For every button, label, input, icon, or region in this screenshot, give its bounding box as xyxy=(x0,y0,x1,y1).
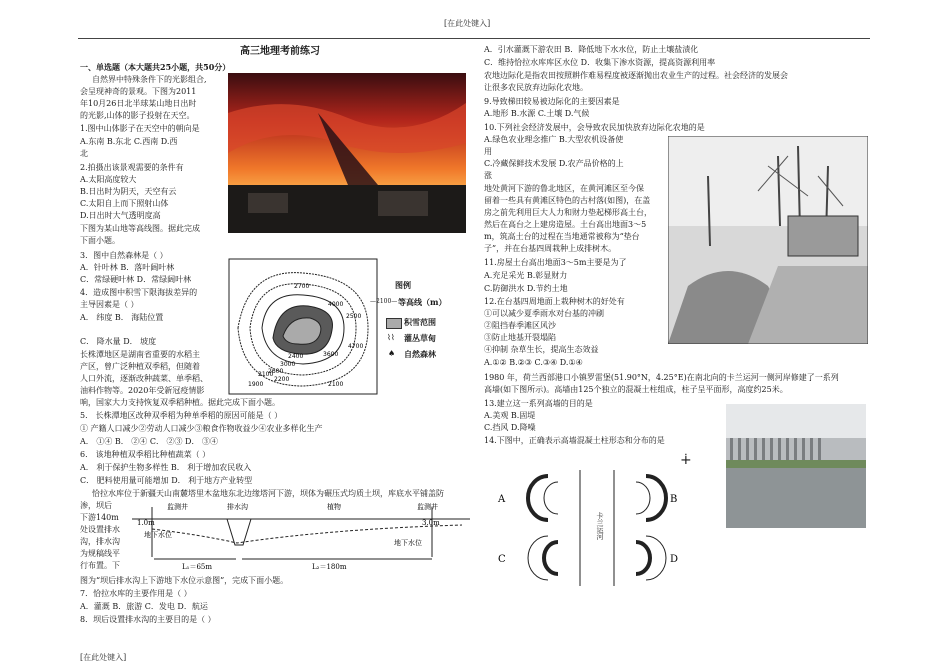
q6-option: A． 利于保护生物多样性 B． 利于增加农民收入 xyxy=(80,463,252,472)
contour-label: 2600 xyxy=(268,368,284,375)
contour-label: 2100 xyxy=(258,371,274,378)
q9-stem: 9.导致梯田较易被边际化的主要因素是 xyxy=(484,97,620,106)
legend-snow-swatch xyxy=(386,318,402,329)
q10-stem: 10.下列社会经济发展中，会导致农民加快放弃边际化农地的是 xyxy=(484,123,705,132)
contour-label: 3600 xyxy=(323,351,339,358)
contour-label: 2200 xyxy=(274,376,290,383)
para3-line: 1980 年，荷兰西部港口小镇罗雷堡(51.90°N，4.25°E)在南北向的卡兰运河一侧河岸修建了一系列 xyxy=(484,373,839,382)
para-line: 油料作物等。2020年受新冠疫情影 xyxy=(80,386,205,395)
q11-option: A.充足采光 B.彰显财力 xyxy=(484,271,568,280)
para2-line: 恰拉水库位于新疆天山南麓塔里木盆地东北边缘塔河下游，坝体为碾压式均质土坝，库底水平铺盖防 xyxy=(92,489,444,498)
contour-label: 2500 xyxy=(346,313,362,320)
q4-stem: 主导因素是（ ） xyxy=(80,300,139,309)
q8-stem: 8．坝后设置排水沟的主要目的是（ ） xyxy=(80,615,216,624)
para3-line: 沟，排水沟 xyxy=(80,537,120,546)
intro-line: 的光影,山体的影子投射在天空。 xyxy=(80,111,195,120)
para2-line: 地处黄河下游的鲁北地区，在黄河滩区至今保 xyxy=(484,184,644,193)
option-d-label: D xyxy=(670,554,679,565)
q4-option: C． 降水量 D． 坡度 xyxy=(80,337,157,346)
q12-option: ①可以减少夏季雨水对台基的冲刷 xyxy=(484,309,604,318)
para3-line: 高墙(如下图所示)。高墙由125个独立的混凝土柱组成，柱子呈平面形，高度约25米。 xyxy=(484,385,788,394)
legend-forest: 自然森林 xyxy=(404,349,436,359)
q6-option: C． 肥料使用量可能增加 D． 利于地方产业转型 xyxy=(80,476,253,485)
legend-snow: 积雪范围 xyxy=(404,317,436,327)
q9-options: A.地形 B.水源 C.土壤 D.气候 xyxy=(484,109,590,118)
q4-option: A． 纬度 B． 海陆位置 xyxy=(80,313,164,322)
intro2-line: 下面小题。 xyxy=(80,236,120,245)
sunset-shadow-photo xyxy=(228,73,466,233)
concrete-wall-photo xyxy=(726,404,866,528)
page-footer: [在此处键入] xyxy=(80,653,127,662)
q2-option: D.日出时大气透明度高 xyxy=(80,211,161,220)
q3-option: C．常绿硬叶林 D．常绿阔叶林 xyxy=(80,275,192,284)
canal-name xyxy=(594,512,604,540)
q2-option: B.日出时为阴天，天空有云 xyxy=(80,187,177,196)
option-a-label: A xyxy=(498,494,506,505)
option-b-label: B xyxy=(670,494,678,505)
legend-shrub: 灌丛草甸 xyxy=(404,333,436,343)
contour-label: 3000 xyxy=(280,361,296,368)
q2-stem: 2.拍摄出该景观需要的条件有 xyxy=(80,163,184,172)
q1-options: A.东南 B.东北 C.西南 D.西 xyxy=(80,137,178,146)
depth-left-label: 1.0m xyxy=(137,519,155,527)
para2-line: 然后在高台之上建房造屋。土台高出地面3～5 xyxy=(484,220,647,229)
l1-label: L₁＝65m xyxy=(182,563,212,571)
ditch-label: 排水沟 xyxy=(227,503,248,511)
q6-stem: 6． 该地种植双季稻比种植蔬菜（ ） xyxy=(80,450,211,459)
para3-line: 下游140m xyxy=(80,513,119,522)
q12-option: ②阻挡春季滩区风沙 xyxy=(484,321,556,330)
q2-option: A.太阳高度较大 xyxy=(80,175,137,184)
para-line: 人口外流，逐渐改种蔬菜、单季稻、 xyxy=(80,374,208,383)
header-rule xyxy=(78,38,870,39)
q12-choices: A.①② B.②③ C.③④ D.①④ xyxy=(484,358,583,367)
intro-line: 年10月26日北半球某山地日出时 xyxy=(80,99,197,108)
village-platform-photo xyxy=(668,136,868,344)
contour-label: 2100 xyxy=(328,381,344,388)
q5-stem: 5． 长株潭地区改种双季稻为种单季稻的原因可能是（ ） xyxy=(80,411,283,420)
contour-label: 2400 xyxy=(288,353,304,360)
para3-line: 处设置排水 xyxy=(80,525,120,534)
q14-stem: 14.下图中，正确表示高墙混凝土柱形态和分布的是 xyxy=(484,436,665,445)
q5-choices: A． ①④ B． ②④ C． ②③ D． ③④ xyxy=(80,437,218,446)
well-right-label: 监测井 xyxy=(417,503,438,511)
option-c-label: C xyxy=(498,554,506,565)
well-left-label: 监测井 xyxy=(167,503,188,511)
q4-stem: 4．造成图中积雪下限海拔差异的 xyxy=(80,288,198,297)
q5-options: ① 产籍人口减少②劳动人口减少③粮食作物收益少④农业多样化生产 xyxy=(80,424,323,433)
para3-line: 渗，坝后 xyxy=(80,501,112,510)
contour-label: 2700 xyxy=(294,283,310,290)
legend-shrub-icon: ⌇⌇ xyxy=(387,333,395,342)
contour-label: 1900 xyxy=(248,381,264,388)
q1-options-wrap: 北 xyxy=(80,149,88,158)
para2-line: 留着一些具有黄滩区特色的古村落(如图)，在盖 xyxy=(484,196,651,205)
q1-stem: 1.图中山体影子在天空中的朝向是 xyxy=(80,124,200,133)
q2-option: C.太阳自上而下照射山体 xyxy=(80,199,169,208)
para2-line: 子”，并在台基四周栽种上成排树木。 xyxy=(484,244,617,253)
gw-right-label: 地下水位 xyxy=(394,539,422,547)
para-line: 长株潭地区是湖南省重要的水稻主 xyxy=(80,350,200,359)
para-line: 农地边际化是指农田按照耕作难易程度被逐渐抛出农业生产的过程。社会经济的发展会 xyxy=(484,71,788,80)
legend-contour: 等高线（m） xyxy=(398,297,447,307)
para2-line: 房之前先利用巨大人力和财力垫起梯形高土台， xyxy=(484,208,652,217)
legend-contour-sample: —2100— xyxy=(370,298,398,305)
contour-label: 4000 xyxy=(328,301,344,308)
q10-option: 涨 xyxy=(484,171,492,180)
para4-line: 图为“坝后排水沟上下游地下水位示意图”，完成下面小题。 xyxy=(80,576,289,585)
q13-stem: 13.建立这一系列高墙的目的是 xyxy=(484,399,593,408)
intro2-line: 下图为某山地等高线图。据此完成 xyxy=(80,224,200,233)
q12-stem: 12.在台基四周地面上栽种树木的好处有 xyxy=(484,297,625,306)
plant-label: 植物 xyxy=(327,503,341,511)
q11-option: C.防御洪水 D.节约土地 xyxy=(484,284,568,293)
q10-option: 用 xyxy=(484,147,492,156)
q12-option: ③防止地基开裂塌陷 xyxy=(484,333,556,342)
intro-line: 会呈现神奇的景观。下图为2011 xyxy=(80,87,197,96)
canal-name-text: 卡兰运河 xyxy=(596,512,604,540)
q10-option: C.冷藏保鲜技术发展 D.农产品价格的上 xyxy=(484,159,624,168)
q12-option: ④抑制 杂草生长，提高生态效益 xyxy=(484,345,599,354)
q8-option: C．维持恰拉水库库区水位 D．收集下渗水资源，提高资源利用率 xyxy=(484,58,716,67)
legend-forest-icon: ♠ xyxy=(388,349,396,358)
q8-option: A．引水灌溉下游农田 B．降低地下水水位，防止土壤盐渍化 xyxy=(484,45,699,54)
north-arrow-icon: ∔ xyxy=(680,452,692,468)
contour-map xyxy=(228,258,378,395)
contour-label: 4700 xyxy=(348,343,364,350)
page-title: 高三地理考前练习 xyxy=(240,46,320,57)
legend-title: 图例 xyxy=(395,280,411,290)
q13-option: C.挡风 D.降噪 xyxy=(484,423,536,432)
groundwater-section-diagram xyxy=(132,497,470,575)
page-header: [在此处键入] xyxy=(444,19,491,28)
l2-label: L₂＝180m xyxy=(312,563,347,571)
q3-stem: 3．图中自然森林是（ ） xyxy=(80,251,168,260)
para2-line: m，筑高土台的过程在当地通常被称为“垫台 xyxy=(484,232,640,241)
q7-stem: 7．恰拉水库的主要作用是（ ） xyxy=(80,589,192,598)
gw-left-label: 地下水位 xyxy=(144,531,172,539)
q13-option: A.美观 B.固堤 xyxy=(484,411,536,420)
q11-stem: 11.房屋土台高出地面3～5m主要是为了 xyxy=(484,258,627,267)
q3-option: A．针叶林 B．落叶阔叶林 xyxy=(80,263,175,272)
para3-line: 行布置。下 xyxy=(80,561,120,570)
para-line: 响，国家大力支持恢复双季稻种植。据此完成下面小题。 xyxy=(80,398,280,407)
depth-right-label: 3.0m xyxy=(422,519,440,527)
section-heading: 一、单选题（本大题共25小题，共50分） xyxy=(80,62,231,72)
para3-line: 为规稿线平 xyxy=(80,549,120,558)
para-line: 让很多农民放弃边际化农地。 xyxy=(484,83,588,92)
intro-line: 自然界中特殊条件下的光影组合, xyxy=(92,75,207,84)
q7-options: A．灌溉 B．旅游 C．发电 D．航运 xyxy=(80,602,208,611)
q10-option: A.绿色农业理念推广 B.大型农机设备使 xyxy=(484,135,624,144)
para-line: 产区，曾广泛种植双季稻，但随着 xyxy=(80,362,200,371)
